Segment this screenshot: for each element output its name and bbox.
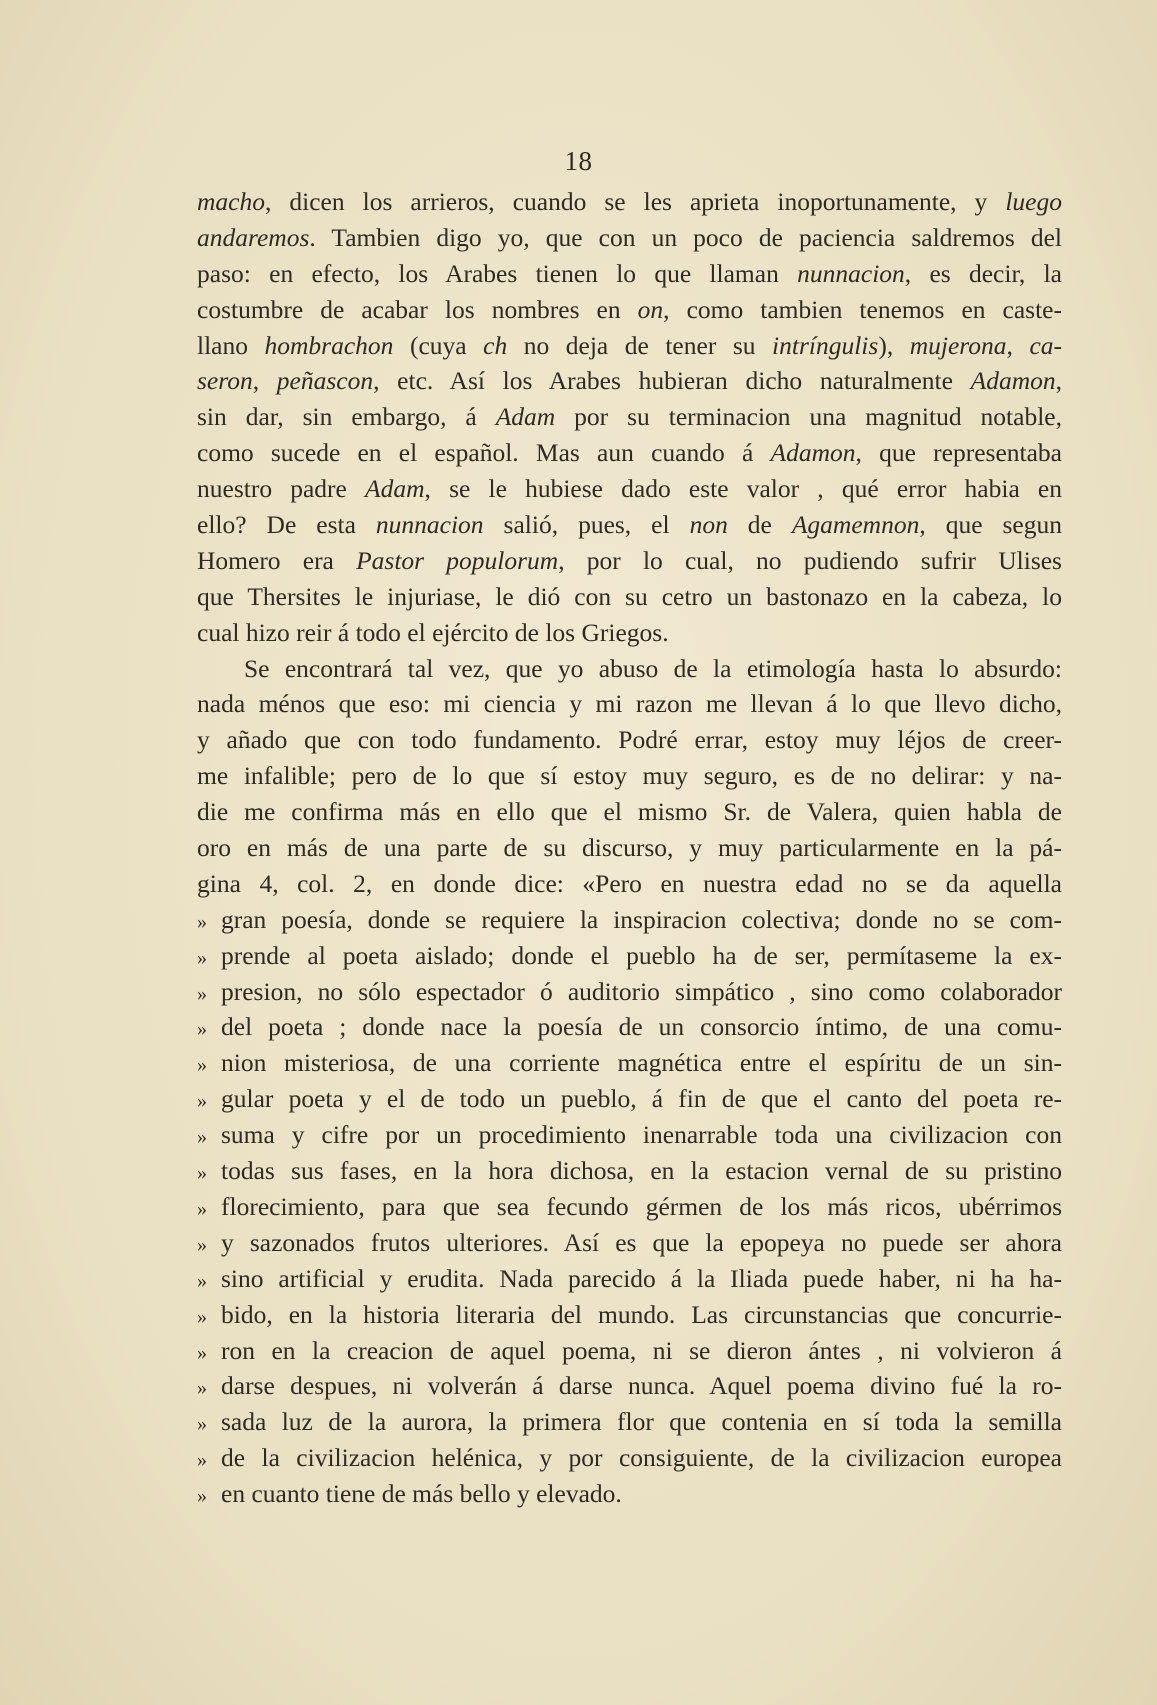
quote-mark: » <box>197 1018 207 1041</box>
italic-text: hombrachon <box>264 330 394 360</box>
text-line: oro en más de una parte de su discurso, y muy particularmente en la pá- <box>197 833 1062 863</box>
text-run: , <box>252 366 277 396</box>
quote-text: del poeta ; donde nace la poesía de un consorcio íntimo, de una comu- <box>221 1012 1062 1042</box>
text-line <box>197 615 1062 651</box>
quote-text: darse despues, ni volverán á darse nunca. Aquel poema divino fué la ro- <box>221 1371 1062 1401</box>
quote-mark: » <box>197 1377 207 1400</box>
quote-line <box>197 1368 1062 1404</box>
quote-mark: » <box>197 946 207 969</box>
text-run: , que segun <box>919 510 1062 540</box>
text-run: paso: en efecto, los Arabes tienen lo que llaman <box>197 258 798 288</box>
text-run: llano <box>197 330 265 360</box>
paragraph-2 <box>197 651 1062 902</box>
quote-line <box>197 1189 1062 1225</box>
text-run: por su terminacion una magnitud notable, <box>555 402 1062 432</box>
quote-line <box>197 974 1062 1010</box>
text-line <box>197 399 1062 435</box>
italic-text: non <box>689 510 728 540</box>
quote-text: sino artificial y erudita. Nada parecido á la Iliada puede haber, ni ha ha- <box>221 1263 1062 1293</box>
quote-text: ron en la creacion de aquel poema, ni se dieron ántes , ni volvieron á <box>221 1335 1062 1365</box>
quote-mark: » <box>197 910 207 933</box>
text-run: nuestro padre <box>197 474 366 504</box>
quote-mark: » <box>197 1090 207 1113</box>
italic-text: ch <box>483 330 508 360</box>
text-run: , que representaba <box>855 438 1062 468</box>
quote-line <box>197 1153 1062 1189</box>
text-run: no deja de tener su <box>507 330 773 360</box>
quote-text: prende al poeta aislado; donde el pueblo ha de ser, permítaseme la ex- <box>221 940 1062 970</box>
text-run: que Thersites le injuriase, le dió con su cetro un bastonazo en la cabeza, lo <box>197 581 1062 611</box>
text-line: y añado que con todo fundamento. Podré errar, estoy muy léjos de creer- <box>197 725 1062 755</box>
quote-text: de la civilizacion helénica, y por consiguiente, de la civilizacion europea <box>221 1443 1062 1473</box>
text-run: , dicen los arrieros, cuando se les aprieta inoportunamente, y <box>264 187 1006 216</box>
quote-mark: » <box>197 1233 207 1256</box>
text-line <box>197 579 1062 615</box>
text-line <box>197 328 1062 364</box>
body-text <box>197 184 1062 1512</box>
italic-text: Adamon <box>770 438 856 468</box>
italic-text: Adam <box>365 474 425 504</box>
quote-line <box>197 1440 1062 1476</box>
quote-line <box>197 1081 1062 1117</box>
quote-mark: » <box>197 1449 207 1472</box>
quote-text: en cuanto tiene de más bello y elevado. <box>221 1479 622 1509</box>
quote-mark: » <box>197 1413 207 1436</box>
quote-line <box>197 1117 1062 1153</box>
quote-line <box>197 1225 1062 1261</box>
page-number: 18 <box>564 146 593 176</box>
text-line <box>197 256 1062 292</box>
quote-text: sada luz de la aurora, la primera flor que contenia en sí toda la semilla <box>221 1407 1062 1437</box>
text-run: cual hizo reir á todo el ejército de los Griegos. <box>197 617 669 647</box>
text-run: costumbre de acabar los nombres en <box>197 294 638 324</box>
text-run: como sucede en el español. Mas aun cuando á <box>197 438 771 468</box>
quote-mark: » <box>197 1054 207 1077</box>
italic-text: seron <box>197 366 253 396</box>
quote-mark: » <box>197 1305 207 1328</box>
text-line <box>197 363 1062 399</box>
quote-line <box>197 1045 1062 1081</box>
text-run: ), <box>878 330 910 360</box>
italic-text: Agamemnon <box>791 510 920 540</box>
quote-text: nion misteriosa, de una corriente magnética entre el espíritu de un sin- <box>221 1048 1062 1078</box>
quote-text: y sazonados frutos ulteriores. Así es que la epopeya no puede ser ahora <box>221 1227 1062 1257</box>
italic-text: Pastor populorum <box>356 545 559 575</box>
italic-text: peñascon <box>276 366 374 396</box>
quote-line <box>197 1009 1062 1045</box>
quote-mark: » <box>197 1485 207 1508</box>
quote-mark: » <box>197 1126 207 1149</box>
quote-text: suma y cifre por un procedimiento inenarrable toda una civilizacion con <box>221 1120 1062 1150</box>
text-run: , etc. Así los Arabes hubieran dicho naturalmente <box>373 366 971 396</box>
text-run: Homero era <box>197 545 357 575</box>
quote-text: todas sus fases, en la hora dichosa, en la estacion vernal de su pristino <box>221 1156 1062 1186</box>
text-run: , por lo cual, no pudiendo sufrir Ulises <box>558 545 1062 575</box>
quote-line <box>197 1333 1062 1369</box>
quote-text: florecimiento, para que sea fecundo gérmen de los más ricos, ubérrimos <box>221 1191 1062 1221</box>
quote-line <box>197 902 1062 938</box>
text-line: Se encontrará tal vez, que yo abuso de la etimología hasta lo absurdo: <box>244 653 1062 683</box>
quote-mark: » <box>197 1162 207 1185</box>
quote-text: gular poeta y el de todo un pueblo, á fin de que el canto del poeta re- <box>221 1084 1062 1114</box>
text-run: ello? De esta <box>197 510 376 540</box>
text-run: sin dar, sin embargo, á <box>197 402 496 432</box>
italic-text: mujerona <box>909 330 1007 360</box>
quote-line <box>197 1261 1062 1297</box>
text-run: , como tambien tenemos en caste- <box>663 294 1062 324</box>
italic-text: on <box>637 294 664 324</box>
quote-line <box>197 1297 1062 1333</box>
quotation <box>197 902 1062 1512</box>
paragraph-1 <box>197 184 1062 651</box>
text-line <box>197 471 1062 507</box>
text-run: (cuya <box>393 330 484 360</box>
text-line <box>197 435 1062 471</box>
text-run: , es decir, la <box>904 258 1062 288</box>
italic-text: luego <box>1005 187 1062 216</box>
text-line <box>197 543 1062 579</box>
italic-text: macho <box>197 187 265 216</box>
text-run: . Tambien digo yo, que con un poco de paciencia saldremos del <box>309 222 1062 252</box>
text-run: salió, pues, el <box>483 510 690 540</box>
quote-line <box>197 938 1062 974</box>
quote-mark: » <box>197 1269 207 1292</box>
italic-text: intríngulis <box>772 330 879 360</box>
quote-mark: » <box>197 982 207 1005</box>
text-line: gina 4, col. 2, en donde dice: «Pero en nuestra edad no se da aquella <box>197 868 1062 898</box>
text-line <box>197 220 1062 256</box>
quote-mark: » <box>197 1341 207 1364</box>
quote-text: gran poesía, donde se requiere la inspiracion colectiva; donde no se com- <box>221 904 1062 934</box>
text-line: me infalible; pero de lo que sí estoy muy seguro, es de no delirar: y na- <box>197 761 1062 791</box>
italic-text: andaremos <box>197 222 310 252</box>
text-run: , se le hubiese dado este valor , qué error habia en <box>424 474 1062 504</box>
text-line <box>197 292 1062 328</box>
text-run: , <box>1055 366 1062 396</box>
text-line <box>197 507 1062 543</box>
text-line: nada ménos que eso: mi ciencia y mi razon me llevan á lo que llevo dicho, <box>197 689 1062 719</box>
italic-text: Adam <box>495 402 556 432</box>
quote-line <box>197 1404 1062 1440</box>
quote-text: presion, no sólo espectador ó auditorio simpático , sino como colaborador <box>221 976 1062 1006</box>
text-run: , <box>1006 330 1030 360</box>
quote-text: bido, en la historia literaria del mundo. Las circunstancias que concurrie- <box>221 1299 1062 1329</box>
text-run: de <box>727 510 792 540</box>
quote-line <box>197 1476 1062 1512</box>
italic-text: nunnacion <box>797 258 905 288</box>
italic-text: nunnacion <box>375 510 484 540</box>
italic-text: Adamon <box>970 366 1056 396</box>
italic-text: ca- <box>1029 330 1062 360</box>
text-line: die me confirma más en ello que el mismo Sr. de Valera, quien habla de <box>197 797 1062 827</box>
quote-mark: » <box>197 1197 207 1220</box>
text-line <box>197 184 1062 220</box>
